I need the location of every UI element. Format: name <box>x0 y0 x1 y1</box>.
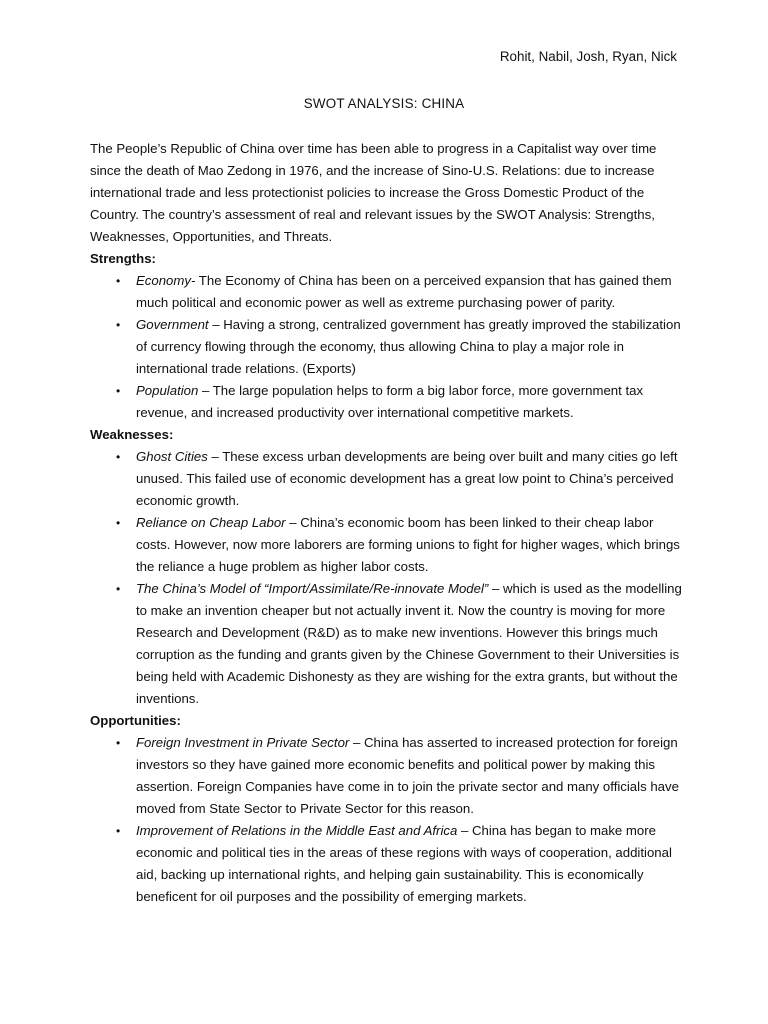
bullet-icon: • <box>116 824 121 838</box>
bullet-icon: • <box>116 274 121 288</box>
document-title: SWOT ANALYSIS: CHINA <box>303 96 465 111</box>
document-body <box>90 138 685 908</box>
weakness-item-cheap-labor <box>90 512 685 578</box>
opportunity-item-foreign-investment <box>90 732 685 820</box>
opportunities-list <box>90 732 685 908</box>
item-term: Population <box>136 383 199 398</box>
strengths-list <box>90 270 685 424</box>
weaknesses-heading: Weaknesses: <box>90 427 174 442</box>
bullet-icon: • <box>116 516 121 530</box>
item-term: Reliance on Cheap Labor <box>136 515 286 530</box>
item-text: – which is used as the modelling to make an invention cheaper but not actually invent it. Now the country is moving for more Research and Development (R&D) as to make new inventions. However this brings much corruption as the funding and grants given by the Chinese Government to their Universities is being held with Academic Dishonesty as they are wishing for the extra grants, but without the inventions. <box>136 581 682 706</box>
bullet-icon: • <box>116 736 121 750</box>
item-text: – The large population helps to form a big labor force, more government tax revenue, and increased productivity over international competitive markets. <box>136 383 644 420</box>
item-text: – China has asserted to increased protection for foreign investors so they have gained more economic benefits and political power by making this assertion. Foreign Companies have come in to join the private sector and many officials have moved from State Sector to Private Sector for this reason. <box>136 735 679 816</box>
strengths-heading: Strengths: <box>90 251 156 266</box>
author-names: Rohit, Nabil, Josh, Ryan, Nick <box>499 49 677 64</box>
bullet-icon: • <box>116 450 121 464</box>
item-text: – China has began to make more economic and political ties in the areas of these regions with ways of cooperation, additional aid, backing up international rights, and helping gain sustainability. This is economically beneficent for oil purposes and the possibility of emerging markets. <box>136 823 672 904</box>
item-text: – These excess urban developments are being over built and many cities go left unused. This failed use of economic development has a great low point to China’s perceived economic growth. <box>136 449 678 508</box>
item-text: – Having a strong, centralized government has greatly improved the stabilization of currency flowing through the economy, thus allowing China to play a major role in international trade relations. (Exports) <box>136 317 681 376</box>
opportunities-heading: Opportunities: <box>90 713 181 728</box>
intro-paragraph: The People’s Republic of China over time has been able to progress in a Capitalist way over time since the death of Mao Zedong in 1976, and the increase of Sino-U.S. Relations: due to increase international trade and less protectionist policies to increase the Gross Domestic Product of the Country. The country’s assessment of real and relevant issues by the SWOT Analysis: Strengths, Weaknesses, Opportunities, and Threats. <box>90 141 657 244</box>
bullet-icon: • <box>116 384 121 398</box>
bullet-icon: • <box>116 582 121 596</box>
weaknesses-list <box>90 446 685 710</box>
item-term: Ghost Cities <box>136 449 208 464</box>
strength-item-government <box>90 314 685 380</box>
item-term: Improvement of Relations in the Middle East and Africa <box>136 823 458 838</box>
bullet-icon: • <box>116 318 121 332</box>
item-text: The Economy of China has been on a perceived expansion that has gained them much political and economic power as well as extreme purchasing power of parity. <box>136 273 672 310</box>
item-term: Government <box>136 317 209 332</box>
item-text: – China’s economic boom has been linked to their cheap labor costs. However, now more laborers are forming unions to fight for higher wages, which brings the reliance a huge problem as higher labor costs. <box>136 515 680 574</box>
opportunity-item-middle-east-africa <box>90 820 685 908</box>
strength-item-economy <box>90 270 685 314</box>
strength-item-population <box>90 380 685 424</box>
item-term: Foreign Investment in Private Sector <box>136 735 350 750</box>
weakness-item-china-model <box>90 578 685 710</box>
item-term: Economy- <box>136 273 196 288</box>
item-term: The China’s Model of “Import/Assimilate/Re-innovate Model” <box>136 581 489 596</box>
weakness-item-ghost-cities <box>90 446 685 512</box>
